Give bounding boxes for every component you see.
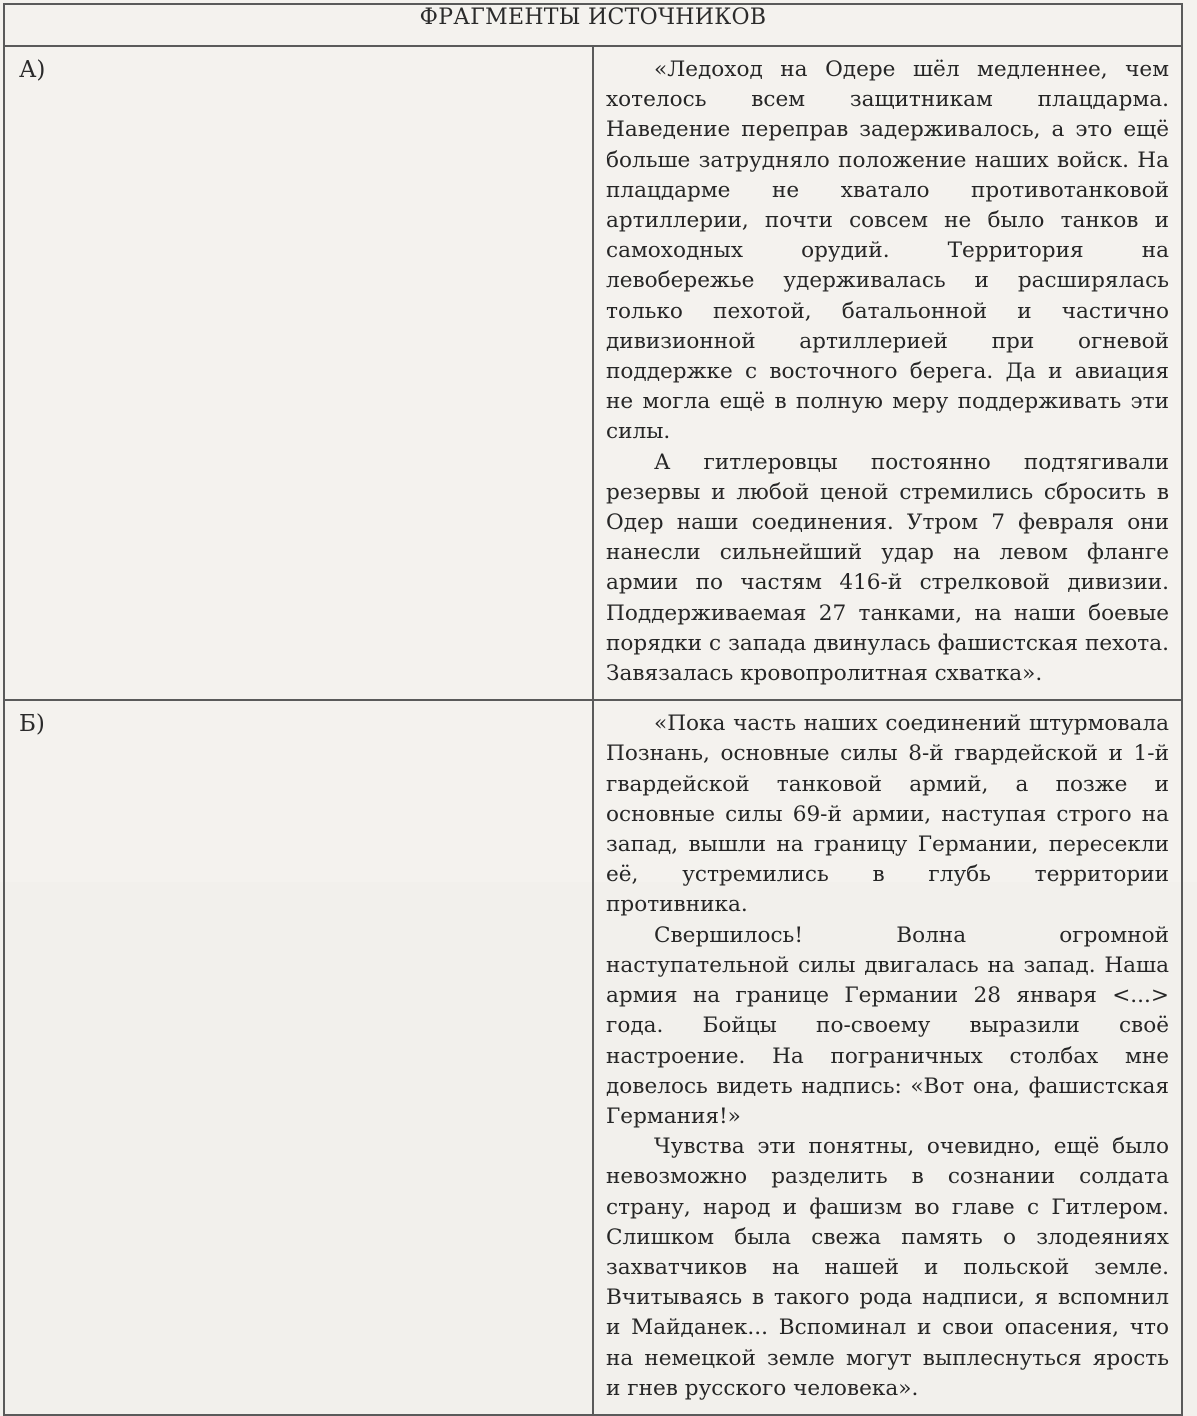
table-row bbox=[4, 46, 1182, 700]
fragment-b-paragraph-1: «Пока часть наших соединений штурмовала Познань, основные силы 8-й гвардейской и 1-й гвардейской танковой армий, а позже и основные силы 69-й армии, наступая строго на запад, вышли на границу Германии, пересекли её, устремились в глубь территории противника. bbox=[606, 711, 1169, 918]
fragment-text-b bbox=[593, 700, 1182, 1415]
table-title: ФРАГМЕНТЫ ИСТОЧНИКОВ bbox=[4, 4, 1182, 46]
fragment-text-a bbox=[593, 46, 1182, 700]
fragment-label-b: Б) bbox=[4, 700, 593, 1415]
table-row bbox=[4, 700, 1182, 1415]
fragment-b-paragraph-3: Чувства эти понятны, очевидно, ещё было невозможно разделить в сознании солдата страну, народ и фашизм во главе с Гитлером. Слишком была свежа память о злодеяниях захватчиков на нашей и польской земле. Вчитываясь в такого рода надписи, я вспомнил и Майданек... Вспоминал и свои опасения, что на немецкой земле могут выплеснуться ярость и гнев русского человека». bbox=[606, 1134, 1169, 1401]
fragment-a-paragraph-2: А гитлеровцы постоянно подтягивали резервы и любой ценой стремились сбросить в Одер наши соединения. Утром 7 февраля они нанесли сильнейший удар на левом фланге армии по частям 416-й стрелковой дивизии. Поддерживаемая 27 танками, на наши боевые порядки с запада двинулась фашистская пехота. Завязалась кровопролитная схватка». bbox=[606, 449, 1169, 687]
fragment-b-paragraph-2: Свершилось! Волна огромной наступательной силы двигалась на запад. Наша армия на границе Германии 28 января <...> года. Бойцы по-своему выразили своё настроение. На пограничных столбах мне довелось видеть надпись: «Вот она, фашистская Германия!» bbox=[606, 922, 1169, 1129]
table-header-row bbox=[4, 4, 1182, 46]
fragment-label-a: А) bbox=[4, 46, 593, 700]
fragment-a-paragraph-1: «Ледоход на Одере шёл медленнее, чем хотелось всем защитникам плацдарма. Наведение переправ задерживалось, а это ещё больше затрудняло положение наших войск. На плацдарме не хватало противотанковой артиллерии, почти совсем не было танков и самоходных орудий. Территория на левобережье удерживалась и расширялась только пехотой, батальонной и частично дивизионной артиллерией при огневой поддержке с восточного берега. Да и авиация не могла ещё в полную меру поддерживать эти силы. bbox=[606, 57, 1169, 445]
sources-table bbox=[3, 3, 1183, 1416]
